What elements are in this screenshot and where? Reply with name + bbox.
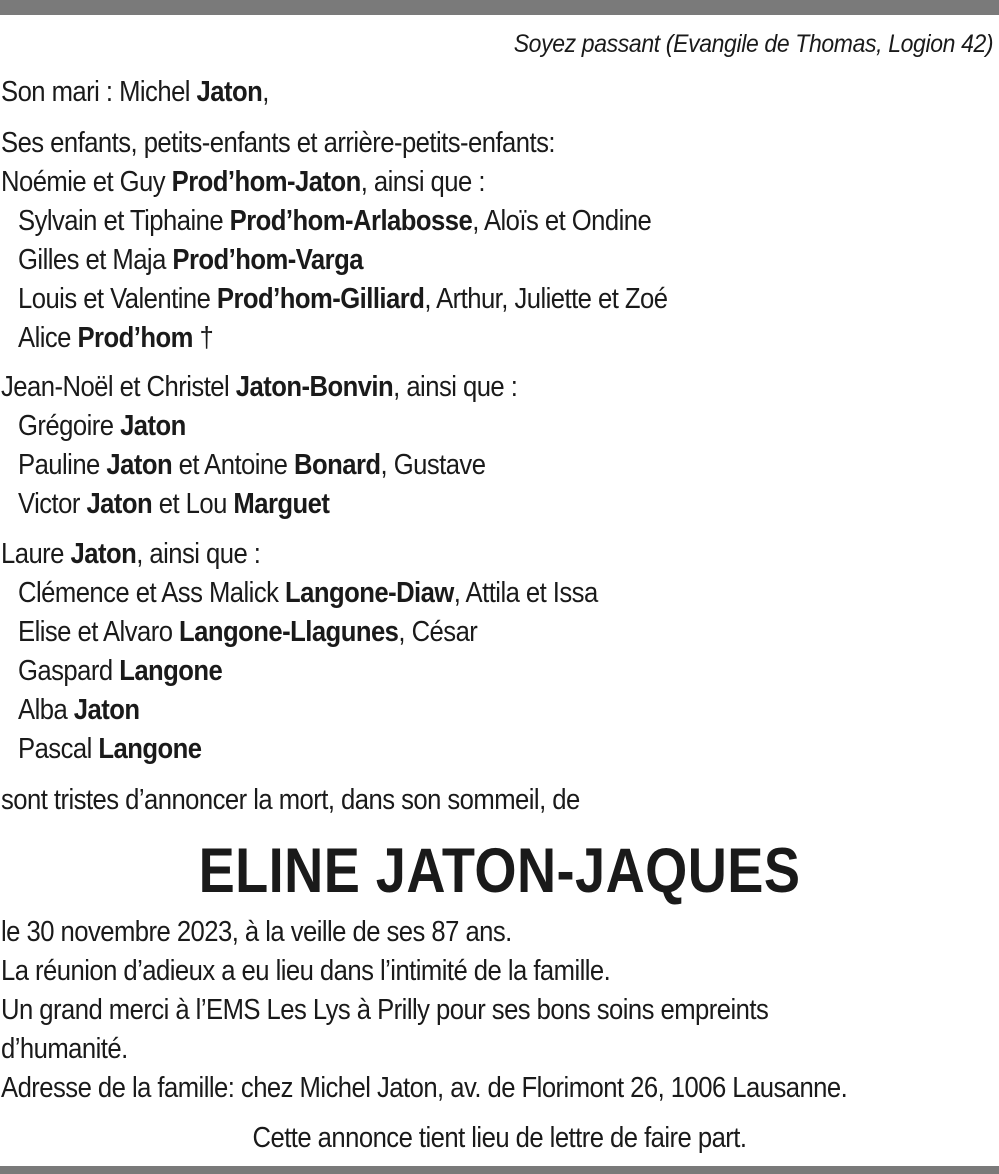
detail-line: d’humanité. bbox=[1, 1033, 128, 1065]
member-given: Alice bbox=[18, 322, 78, 354]
member-given: Louis et Valentine bbox=[18, 283, 217, 315]
member-given: Elise et Alvaro bbox=[18, 616, 180, 648]
family-member bbox=[18, 577, 598, 610]
detail-line: Adresse de la famille: chez Michel Jaton, av. de Florimont 26, 1006 Lausanne. bbox=[1, 1072, 848, 1104]
member-surname: Prod’hom-Gilliard bbox=[216, 283, 425, 315]
member-surname: Jaton bbox=[106, 449, 173, 481]
head-given: Jean-Noël et Christel bbox=[1, 371, 236, 403]
member-surname: Langone-Llagunes bbox=[179, 616, 399, 648]
head-given: Laure bbox=[1, 538, 71, 570]
member-suffix: , Attila et Issa bbox=[453, 577, 598, 609]
detail-line: le 30 novembre 2023, à la veille de ses 87 ans. bbox=[1, 916, 512, 948]
member-suffix: , César bbox=[398, 616, 478, 648]
member-partner-given: et Antoine bbox=[172, 449, 294, 481]
family-member bbox=[18, 488, 329, 521]
family-member bbox=[18, 733, 201, 766]
member-suffix: , Arthur, Juliette et Zoé bbox=[424, 283, 668, 315]
member-surname: Langone bbox=[98, 733, 202, 765]
member-given: Grégoire bbox=[18, 410, 121, 442]
member-partner-surname: Bonard bbox=[293, 449, 381, 481]
head-surname: Jaton-Bonvin bbox=[235, 371, 394, 403]
member-given: Gilles et Maja bbox=[18, 244, 173, 276]
member-surname: Prod’hom-Varga bbox=[172, 244, 363, 276]
family-head bbox=[1, 371, 517, 404]
family-member bbox=[18, 410, 186, 443]
head-given: Noémie et Guy bbox=[1, 166, 172, 198]
family-head bbox=[1, 538, 260, 571]
member-given: Clémence et Ass Malick bbox=[18, 577, 285, 609]
head-suffix: , ainsi que : bbox=[393, 371, 518, 403]
spouse-surname: Jaton bbox=[196, 76, 263, 108]
head-surname: Prod’hom-Jaton bbox=[171, 166, 361, 198]
member-surname: Jaton bbox=[86, 488, 153, 520]
family-member bbox=[18, 616, 477, 649]
member-surname: Prod’hom-Arlabosse bbox=[229, 205, 473, 237]
head-suffix: , ainsi que : bbox=[136, 538, 261, 570]
detail-line: La réunion d’adieux a eu lieu dans l’intimité de la famille. bbox=[1, 955, 611, 987]
detail-line: Un grand merci à l’EMS Les Lys à Prilly pour ses bons soins empreints bbox=[1, 994, 769, 1026]
member-suffix: † bbox=[192, 322, 214, 354]
spouse-line bbox=[1, 76, 269, 109]
member-given: Alba bbox=[18, 694, 74, 726]
member-surname: Langone bbox=[119, 655, 223, 687]
top-border-rule bbox=[0, 0, 999, 15]
member-given: Gaspard bbox=[18, 655, 120, 687]
member-surname: Prod’hom bbox=[77, 322, 193, 354]
member-surname: Jaton bbox=[120, 410, 186, 442]
member-partner-surname: Marguet bbox=[233, 488, 330, 520]
head-surname: Jaton bbox=[70, 538, 137, 570]
spouse-given: Son mari : Michel bbox=[1, 76, 197, 108]
member-surname: Langone-Diaw bbox=[284, 577, 454, 609]
family-member bbox=[18, 694, 139, 727]
children-intro: Ses enfants, petits-enfants et arrière-petits-enfants: bbox=[1, 127, 555, 159]
family-member bbox=[18, 655, 222, 688]
family-member bbox=[18, 205, 651, 238]
member-suffix: , Gustave bbox=[380, 449, 486, 481]
member-given: Victor bbox=[18, 488, 87, 520]
member-surname: Jaton bbox=[73, 694, 140, 726]
head-suffix: , ainsi que : bbox=[360, 166, 485, 198]
member-suffix: , Aloïs et Ondine bbox=[472, 205, 652, 237]
family-member bbox=[18, 449, 485, 482]
family-member bbox=[18, 283, 667, 316]
family-head bbox=[1, 166, 485, 199]
epigraph-quote: Soyez passant (Evangile de Thomas, Logion 42) bbox=[513, 30, 993, 58]
bottom-border-rule bbox=[0, 1166, 999, 1174]
spouse-suffix: , bbox=[262, 76, 269, 108]
deceased-name: ELINE JATON-JAQUES bbox=[198, 836, 801, 906]
member-given: Pauline bbox=[18, 449, 107, 481]
member-partner-given: et Lou bbox=[152, 488, 234, 520]
family-member bbox=[18, 322, 213, 355]
member-given: Pascal bbox=[18, 733, 99, 765]
announcement-text: sont tristes d’annoncer la mort, dans son sommeil, de bbox=[1, 784, 580, 816]
family-member bbox=[18, 244, 363, 277]
closing-note: Cette annonce tient lieu de lettre de faire part. bbox=[252, 1122, 747, 1154]
member-given: Sylvain et Tiphaine bbox=[18, 205, 230, 237]
